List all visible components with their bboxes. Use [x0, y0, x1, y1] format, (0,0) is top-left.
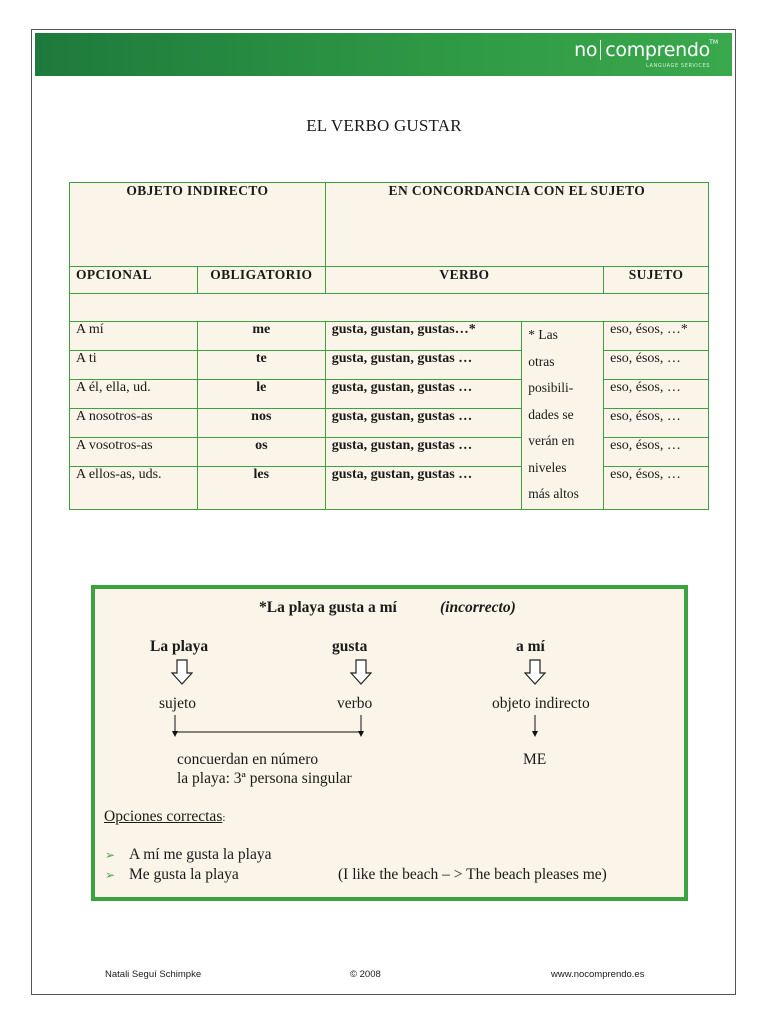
col-opcional: OPCIONAL [70, 267, 198, 294]
cell-verbo: gusta, gustan, gustas … [325, 380, 521, 409]
agreement-line-2: la playa: 3ª persona singular [177, 770, 352, 787]
table-row [70, 467, 709, 510]
note-line: posibili- [528, 380, 574, 395]
down-arrow-icon [524, 659, 546, 685]
logo-left-text: no [574, 39, 598, 61]
cell-sujeto: eso, ésos, … [604, 467, 709, 510]
table-row [70, 438, 709, 467]
translation: (I like the beach – > The beach pleases me) [338, 866, 607, 883]
note-line: más altos [528, 486, 579, 501]
gustar-table [69, 182, 709, 510]
role-sujeto: sujeto [159, 695, 197, 712]
option-2: ➢ Me gusta la playa [105, 866, 239, 883]
page-title: EL VERBO GUSTAR [306, 116, 462, 135]
note-line: * Las [528, 327, 558, 342]
word-gusta: gusta [332, 638, 368, 655]
down-arrow-icon [350, 659, 372, 685]
note-line: otras [528, 353, 555, 369]
note-line: niveles [528, 459, 567, 475]
role-verbo: verbo [337, 695, 373, 712]
cell-obligatorio: te [197, 351, 325, 380]
cell-verbo: gusta, gustan, gustas…* [325, 322, 521, 351]
logo-trademark: TM [709, 39, 718, 46]
table-row [70, 409, 709, 438]
cell-obligatorio: le [197, 380, 325, 409]
cell-obligatorio: os [197, 438, 325, 467]
arrow-bullet-icon: ➢ [105, 848, 116, 862]
header-concordancia: EN CONCORDANCIA CON EL SUJETO [325, 183, 708, 267]
cell-sujeto: eso, ésos, … [604, 438, 709, 467]
cell-verbo: gusta, gustan, gustas … [325, 467, 521, 510]
header-objeto-indirecto: OBJETO INDIRECTO [70, 183, 326, 267]
cell-opcional: A ti [70, 351, 198, 380]
cell-opcional: A ellos-as, uds. [70, 467, 198, 510]
note-line: dades se [528, 406, 574, 422]
cell-opcional: A él, ella, ud. [70, 380, 198, 409]
col-verbo: VERBO [325, 267, 603, 294]
logo-right-text: comprendo [605, 39, 710, 61]
col-sujeto: SUJETO [604, 267, 709, 294]
cell-verbo: gusta, gustan, gustas … [325, 438, 521, 467]
logo-divider [600, 40, 601, 60]
cell-opcional: A mí [70, 322, 198, 351]
cell-verbo: gusta, gustan, gustas … [325, 351, 521, 380]
cell-opcional: A vosotros-as [70, 438, 198, 467]
footer-website[interactable]: www.nocomprendo.es [551, 969, 645, 980]
footer-author: Natali Seguí Schimpke [105, 969, 202, 980]
table-header-row [70, 183, 709, 267]
logo [574, 39, 718, 69]
incorrect-label: (incorrecto) [440, 599, 516, 616]
cell-sujeto: eso, ésos, … [604, 380, 709, 409]
option-1: ➢ A mí me gusta la playa [105, 846, 272, 863]
agreement-line-1: concuerdan en número [177, 751, 319, 768]
word-la-playa: La playa [150, 638, 209, 655]
down-arrow-icon [171, 659, 193, 685]
note-cell [522, 322, 604, 510]
cell-sujeto: eso, ésos, … [604, 351, 709, 380]
word-a-mi: a mí [516, 638, 545, 655]
logo-subtitle: LANGUAGE SERVICES [645, 63, 710, 69]
table-spacer-row [70, 294, 709, 322]
cell-sujeto: eso, ésos, …* [604, 322, 709, 351]
cell-verbo: gusta, gustan, gustas … [325, 409, 521, 438]
agreement-connector [165, 715, 645, 745]
cell-obligatorio: nos [197, 409, 325, 438]
example-box [91, 585, 688, 901]
options-label: Opciones correctas: [104, 808, 226, 825]
role-objeto-indirecto: objeto indirecto [492, 695, 590, 712]
table-row [70, 380, 709, 409]
me-label: ME [523, 751, 547, 768]
footer-year: © 2008 [350, 969, 381, 980]
table-row [70, 351, 709, 380]
example-sentence: *La playa gusta a mí [259, 599, 397, 616]
table-subheader-row [70, 267, 709, 294]
note-line: verán en [528, 433, 575, 448]
col-obligatorio: OBLIGATORIO [197, 267, 325, 294]
table-row [70, 322, 709, 351]
cell-obligatorio: me [197, 322, 325, 351]
cell-sujeto: eso, ésos, … [604, 409, 709, 438]
cell-obligatorio: les [197, 467, 325, 510]
cell-opcional: A nosotros-as [70, 409, 198, 438]
header-bar [35, 33, 732, 76]
arrow-bullet-icon: ➢ [105, 868, 116, 882]
